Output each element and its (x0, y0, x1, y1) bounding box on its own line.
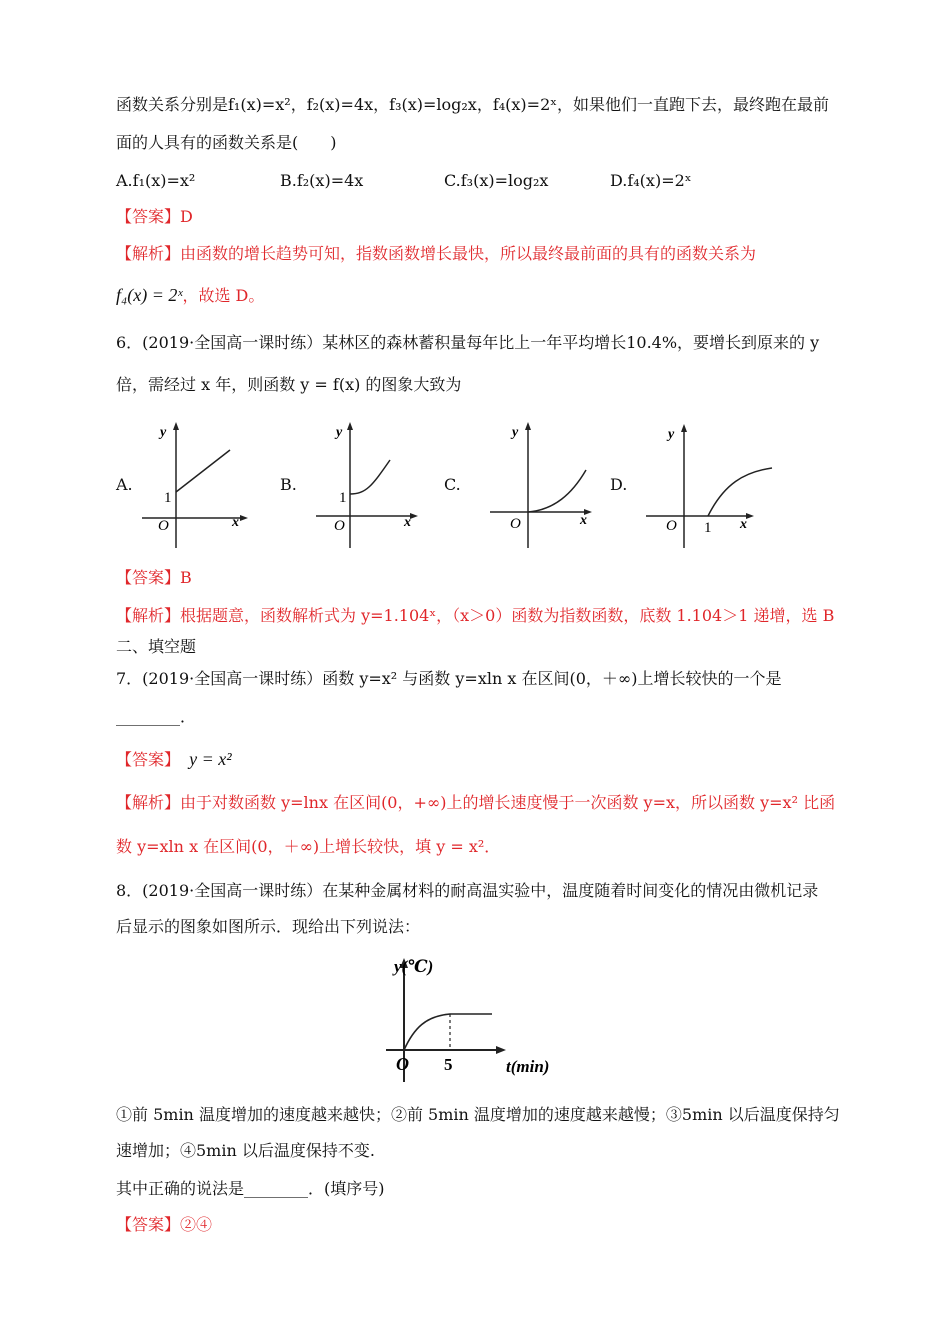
q8-graph (380, 950, 570, 1088)
q6-graph-a-label: A. (116, 475, 133, 494)
q6-answer: 【答案】B (116, 568, 192, 587)
graph-a-origin: O (158, 518, 169, 534)
q8-graph-mark: 5 (444, 1055, 453, 1074)
q8-prompt: 其中正确的说法是________．(填序号) (116, 1179, 385, 1198)
q6-line-2: 倍，需经过 x 年，则函数 y = f(x) 的图象大致为 (116, 375, 462, 394)
graph-c-x-label: x (580, 513, 587, 528)
graph-c-origin: O (510, 516, 521, 532)
q6-graph-a (138, 420, 250, 550)
graph-a-y-label: y (160, 425, 167, 440)
q8-answer: 【答案】②④ (116, 1215, 213, 1234)
q6-graph-b (312, 420, 424, 550)
graph-c-curve (528, 470, 586, 512)
q8-line-2: 后显示的图象如图所示．现给出下列说法： (116, 917, 421, 936)
q8-statements-line-2: 速增加；④5min 以后温度保持不变. (116, 1141, 375, 1160)
graph-d-mark: 1 (704, 520, 712, 536)
graph-d-origin: O (666, 518, 677, 534)
q7-answer-label: 【答案】 (116, 750, 181, 769)
graph-a-x-label: x (232, 515, 239, 530)
q5-answer: 【答案】D (116, 207, 193, 226)
q7-analysis-line-1: 【解析】由于对数函数 y=lnx 在区间(0，+∞)上的增长速度慢于一次函数 y=x，所以函数 y=x² 比函 (116, 793, 836, 812)
q6-graph-b-label: B. (280, 475, 297, 494)
q7-line-2: ________． (116, 707, 197, 726)
q8-line-1: 8．(2019·全国高一课时练）在某种金属材料的耐高温实验中，温度随着时间变化的情况由微机记录 (116, 881, 819, 900)
q7-answer (116, 748, 232, 771)
graph-a-mark: 1 (164, 490, 172, 506)
q6-graph-d (644, 420, 778, 550)
q6-analysis: 【解析】根据题意，函数解析式为 y=1.104ˣ，（x＞0）函数为指数函数，底数 1.104＞1 递增，选 B (116, 606, 835, 625)
q7-answer-formula: y = x² (189, 749, 232, 769)
graph-d-x-label: x (740, 517, 747, 532)
q6-graph-c-label: C. (444, 475, 461, 494)
q8-graph-origin: O (396, 1054, 409, 1074)
q5-option-a: A.f₁(x)=x² (116, 171, 196, 190)
q5-analysis-tail: ，故选 D。 (182, 286, 265, 305)
graph-b-x-label: x (404, 515, 411, 530)
graph-b-curve (350, 460, 390, 494)
q6-line-1: 6．(2019·全国高一课时练）某林区的森林蓄积量每年比上一年平均增长10.4%，要增长到原来的 y (116, 333, 820, 352)
graph-d-curve (708, 468, 772, 516)
q5-line-2: 面的人具有的函数关系是( ) (116, 133, 337, 152)
q6-graph-c (488, 420, 600, 550)
q8-graph-curve (404, 1014, 492, 1050)
graph-b-mark: 1 (339, 490, 347, 506)
q8-graph-x-label: t(min) (506, 1057, 550, 1076)
section-title: 二、填空题 (116, 637, 197, 656)
graph-c-y-label: y (512, 425, 519, 440)
graph-b-origin: O (334, 518, 345, 534)
q7-analysis-line-2: 数 y=xln x 在区间(0，＋∞)上增长较快，填 y = x²． (116, 837, 501, 856)
q5-analysis-line-1: 【解析】由函数的增长趋势可知，指数函数增长最快，所以最终最前面的具有的函数关系为 (116, 244, 757, 263)
q5-option-d: D.f₄(x)=2ˣ (610, 171, 692, 190)
q5-option-c: C.f₃(x)=log₂x (444, 171, 549, 190)
q5-analysis-line-2 (116, 284, 264, 307)
q8-statements-line-1: ①前 5min 温度增加的速度越来越快；②前 5min 温度增加的速度越来越慢；③5min 以后温度保持匀 (116, 1105, 840, 1124)
q5-line-1: 函数关系分别是f₁(x)=x²，f₂(x)=4x，f₃(x)=log₂x，f₄(x)=2ˣ，如果他们一直跑下去，最终跑在最前 (116, 95, 830, 114)
q8-graph-y-label: y(℃) (394, 957, 434, 976)
q5-analysis-formula: f₄(x) = 2ˣ (116, 285, 183, 305)
q7-line-1: 7．(2019·全国高一课时练）函数 y=x² 与函数 y=xln x 在区间(0，＋∞)上增长较快的一个是 (116, 669, 782, 688)
graph-d-y-label: y (668, 427, 675, 442)
graph-b-y-label: y (336, 425, 343, 440)
graph-a-curve (176, 450, 230, 492)
q5-option-b: B.f₂(x)=4x (280, 171, 364, 190)
q6-graph-d-label: D. (610, 475, 628, 494)
